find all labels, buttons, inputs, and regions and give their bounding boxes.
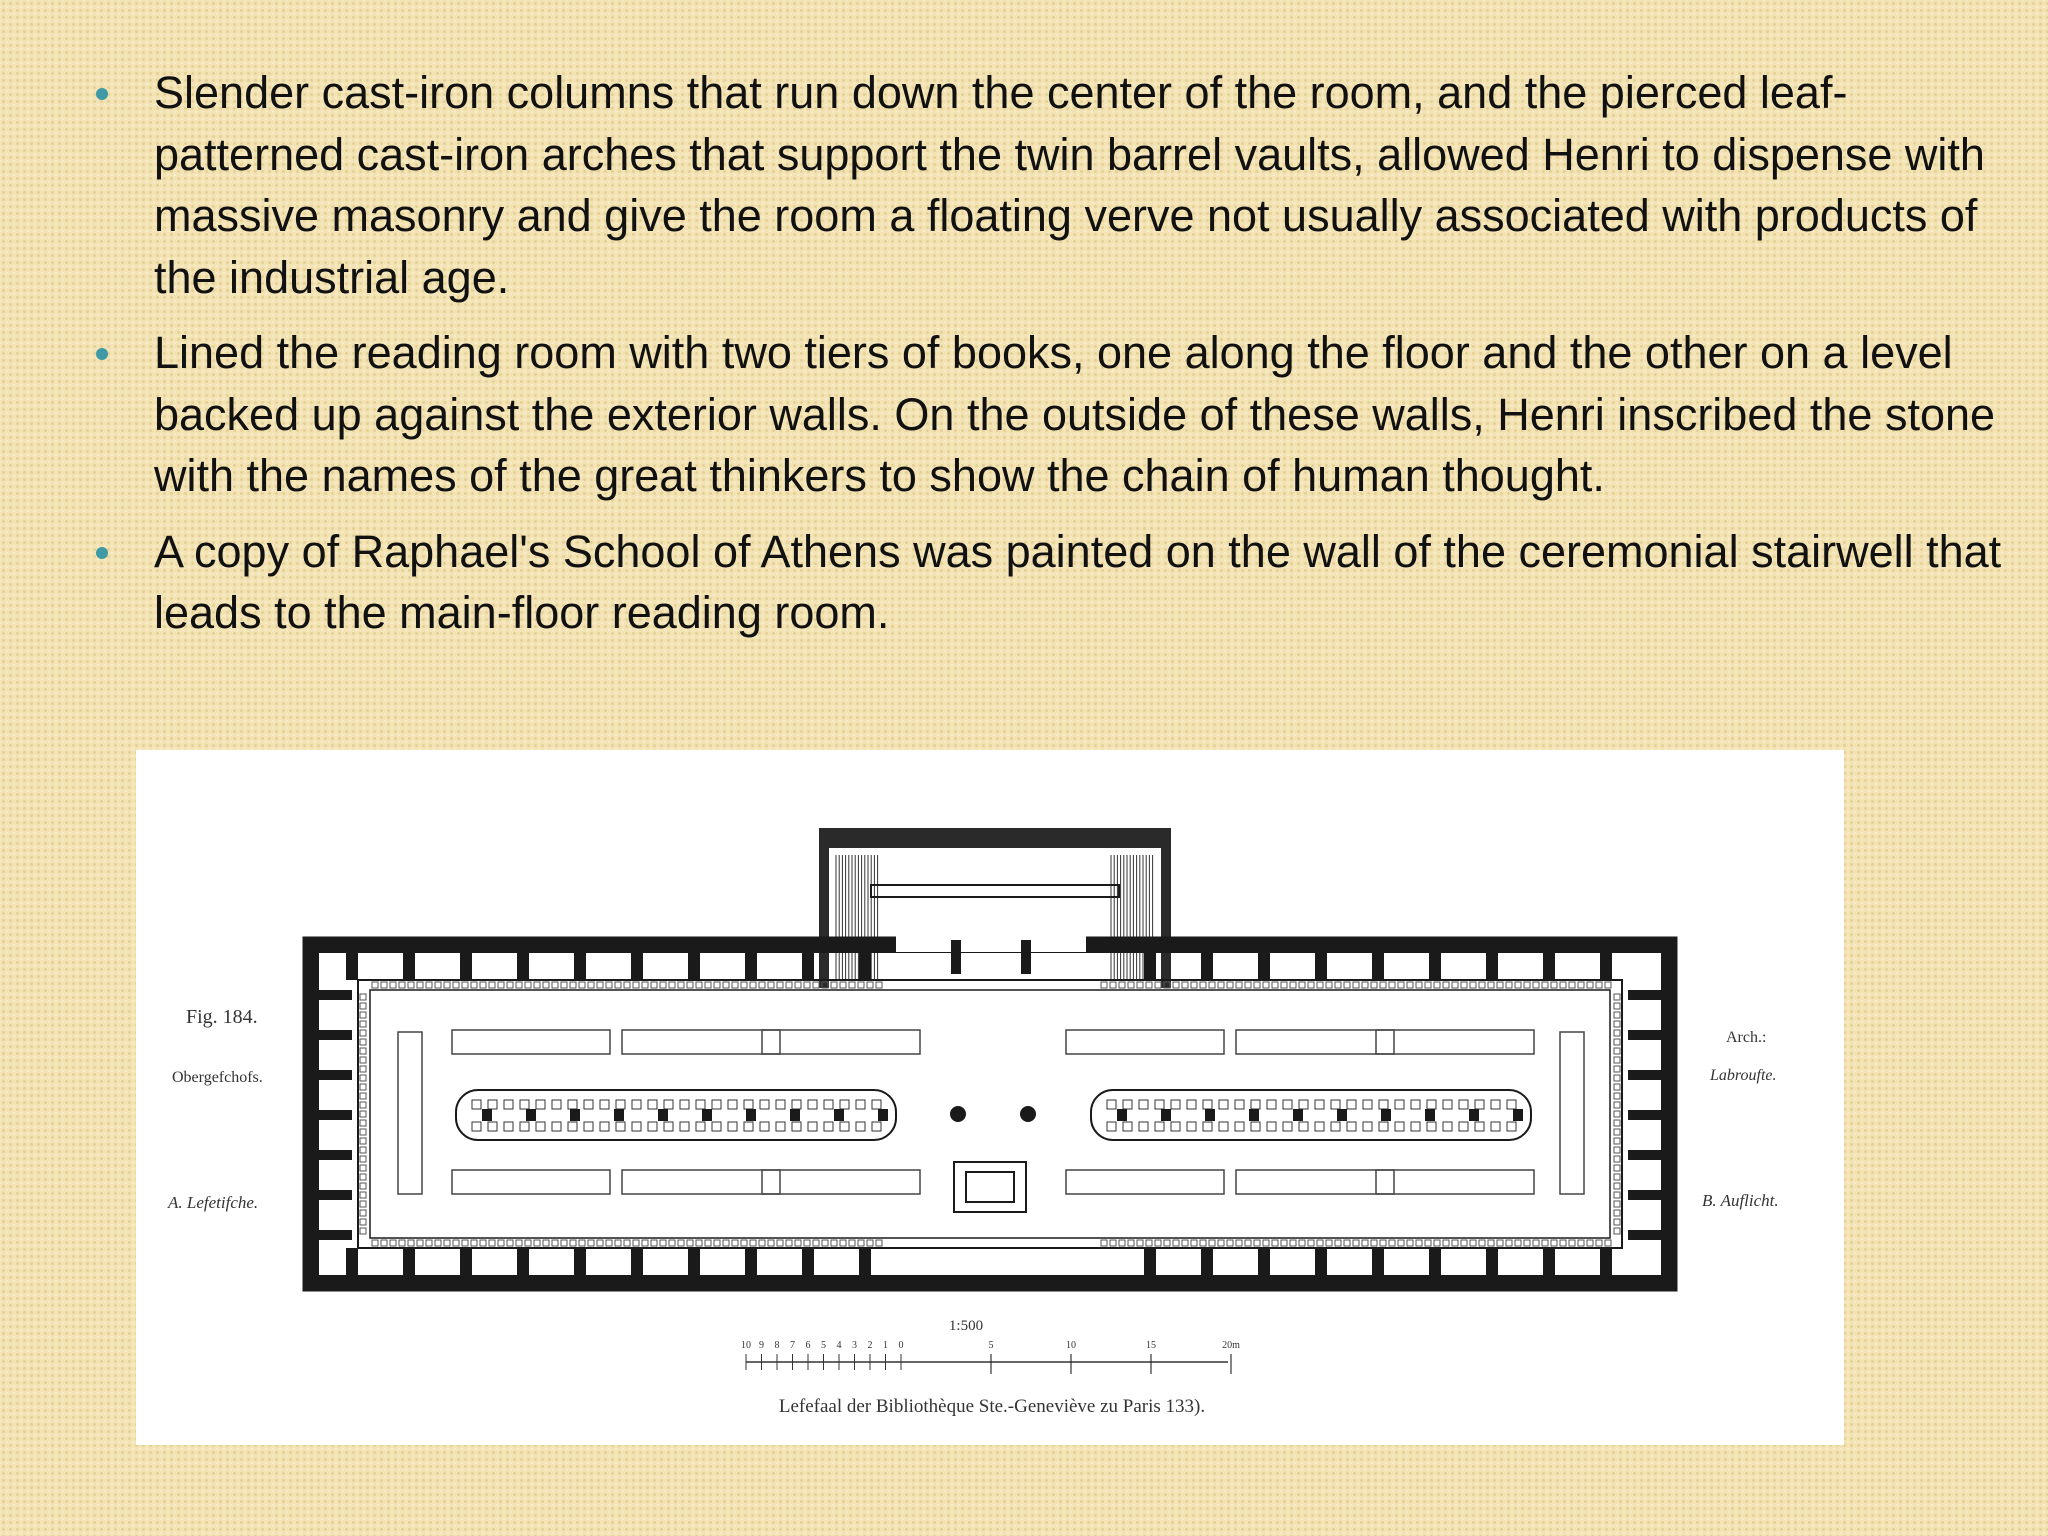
scale-tick-label: 10 [1066, 1340, 1076, 1351]
reading-table [1376, 1170, 1534, 1194]
scale-tick-label: 3 [852, 1340, 857, 1351]
floor-plan-figure [136, 750, 1844, 1445]
reading-table [762, 1170, 920, 1194]
reading-table [398, 1032, 422, 1194]
label-a: A. Lefetifche. [168, 1193, 259, 1212]
reading-table [622, 1170, 780, 1194]
figure-caption: Lefefaal der Bibliothèque Ste.-Geneviève zu Paris 133). [778, 1396, 1206, 1417]
architect-name: Labroufte. [1710, 1067, 1777, 1084]
bullet-text: A copy of Raphael's School of Athens was painted on the wall of the ceremonial stairwell that leads to the main-floor reading room. [154, 525, 2002, 638]
bullet-text: Lined the reading room with two tiers of books, one along the floor and the other on a level backed up against the exterior walls. On the outside of these walls, Henri inscribed the stone with the names of the great thinkers to show the chain of human thought. [154, 327, 1996, 501]
reading-table [1236, 1030, 1394, 1054]
reading-table [1066, 1170, 1224, 1194]
label-b: B. Auflicht. [1702, 1191, 1779, 1210]
scale-tick-label: 9 [759, 1340, 764, 1351]
bullet-dot-icon [96, 348, 108, 360]
bullet-dot-icon [96, 88, 108, 100]
reading-table [1560, 1032, 1584, 1194]
scale-tick-label: 20m [1222, 1340, 1240, 1351]
bullet-dot-icon [96, 547, 108, 559]
bullet-item-1 [96, 62, 2016, 308]
stair-annex [819, 828, 1171, 988]
floor-label: Obergefchofs. [172, 1069, 263, 1086]
scale-tick-label: 6 [805, 1340, 811, 1351]
bullet-list [96, 62, 2016, 658]
scale-tick-label: 10 [741, 1340, 751, 1351]
bullet-text: Slender cast-iron columns that run down the center of the room, and the pierced leaf-patterned cast-iron arches that support the twin barrel vaults, allowed Henri to dispense with massive masonry and give the room a floating verve not usually associated with products of the industrial age. [154, 67, 1985, 303]
scale-tick-label: 7 [790, 1340, 795, 1351]
scale-tick-label: 5 [821, 1340, 826, 1351]
reading-table [1066, 1030, 1224, 1054]
reading-table [762, 1030, 920, 1054]
scale-bar [741, 1318, 1240, 1374]
scale-ratio: 1:500 [948, 1318, 984, 1334]
floor-plan-drawing [136, 750, 1844, 1445]
scale-tick-label: 2 [867, 1340, 873, 1351]
bullet-item-3 [96, 521, 2016, 644]
reading-table [1376, 1030, 1534, 1054]
reading-table [452, 1170, 610, 1194]
scale-tick-label: 8 [774, 1340, 780, 1351]
scale-tick-label: 4 [836, 1340, 842, 1351]
scale-tick-label: 5 [988, 1340, 994, 1351]
reading-table [452, 1030, 610, 1054]
scale-tick-label: 15 [1146, 1340, 1156, 1351]
scale-tick-label: 1 [883, 1340, 888, 1351]
reading-table [1236, 1170, 1394, 1194]
bullet-item-2 [96, 322, 2016, 507]
scale-tick-label: 0 [898, 1340, 904, 1351]
figure-number: Fig. 184. [186, 1006, 258, 1028]
arch-label: Arch.: [1726, 1029, 1767, 1046]
reading-table [622, 1030, 780, 1054]
